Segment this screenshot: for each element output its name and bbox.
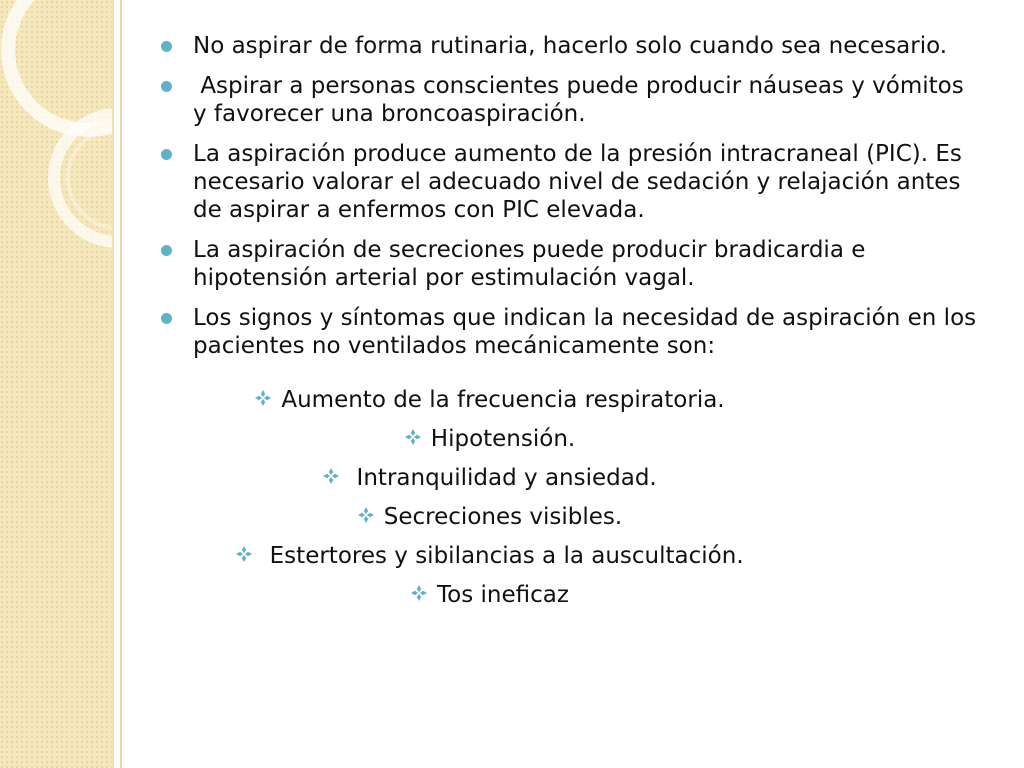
sign-text: Hipotensión. bbox=[430, 426, 576, 452]
four-diamond-icon bbox=[405, 429, 421, 445]
bullet-text: La aspiración produce aumento de la presión intracraneal (PIC). Es necesario valorar el adecuado nivel de sedación y relajación antes de aspirar a enfermos con PIC elevada. bbox=[193, 141, 962, 223]
round-bullet-icon bbox=[161, 313, 172, 324]
list-item bbox=[160, 581, 820, 609]
four-diamond-icon bbox=[358, 507, 374, 523]
bullet-text: No aspirar de forma rutinaria, hacerlo solo cuando sea necesario. bbox=[193, 33, 948, 59]
list-item bbox=[160, 503, 820, 531]
list-item bbox=[160, 32, 980, 60]
decorative-side-band bbox=[0, 0, 114, 768]
four-diamond-icon bbox=[236, 546, 252, 562]
list-item bbox=[160, 425, 820, 453]
list-item bbox=[160, 304, 980, 360]
list-item bbox=[160, 542, 820, 570]
list-item bbox=[160, 386, 820, 414]
four-diamond-icon bbox=[323, 468, 339, 484]
bullet-list bbox=[160, 32, 980, 360]
list-item bbox=[160, 140, 980, 224]
sign-text: Aumento de la frecuencia respiratoria. bbox=[281, 387, 725, 413]
round-bullet-icon bbox=[161, 149, 172, 160]
bullet-text: Los signos y síntomas que indican la necesidad de aspiración en los pacientes no ventilados mecánicamente son: bbox=[193, 305, 977, 359]
slide-content bbox=[160, 32, 980, 620]
sign-text: Tos ineficaz bbox=[437, 582, 569, 608]
divider-line bbox=[120, 0, 122, 768]
four-diamond-icon bbox=[255, 390, 271, 406]
list-item bbox=[160, 236, 980, 292]
round-bullet-icon bbox=[161, 81, 172, 92]
four-diamond-icon bbox=[411, 585, 427, 601]
signs-list bbox=[160, 386, 820, 609]
sign-text: Intranquilidad y ansiedad. bbox=[349, 465, 657, 491]
sign-text: Estertores y sibilancias a la auscultación. bbox=[262, 543, 744, 569]
bullet-text: Aspirar a personas conscientes puede producir náuseas y vómitos y favorecer una broncoaspiración. bbox=[193, 73, 972, 127]
list-item bbox=[160, 464, 820, 492]
decorative-rings bbox=[0, 0, 114, 768]
list-item bbox=[160, 72, 980, 128]
bullet-text: La aspiración de secreciones puede producir bradicardia e hipotensión arterial por estimulación vagal. bbox=[193, 237, 866, 291]
round-bullet-icon bbox=[161, 41, 172, 52]
round-bullet-icon bbox=[161, 245, 172, 256]
sign-text: Secreciones visibles. bbox=[383, 504, 623, 530]
